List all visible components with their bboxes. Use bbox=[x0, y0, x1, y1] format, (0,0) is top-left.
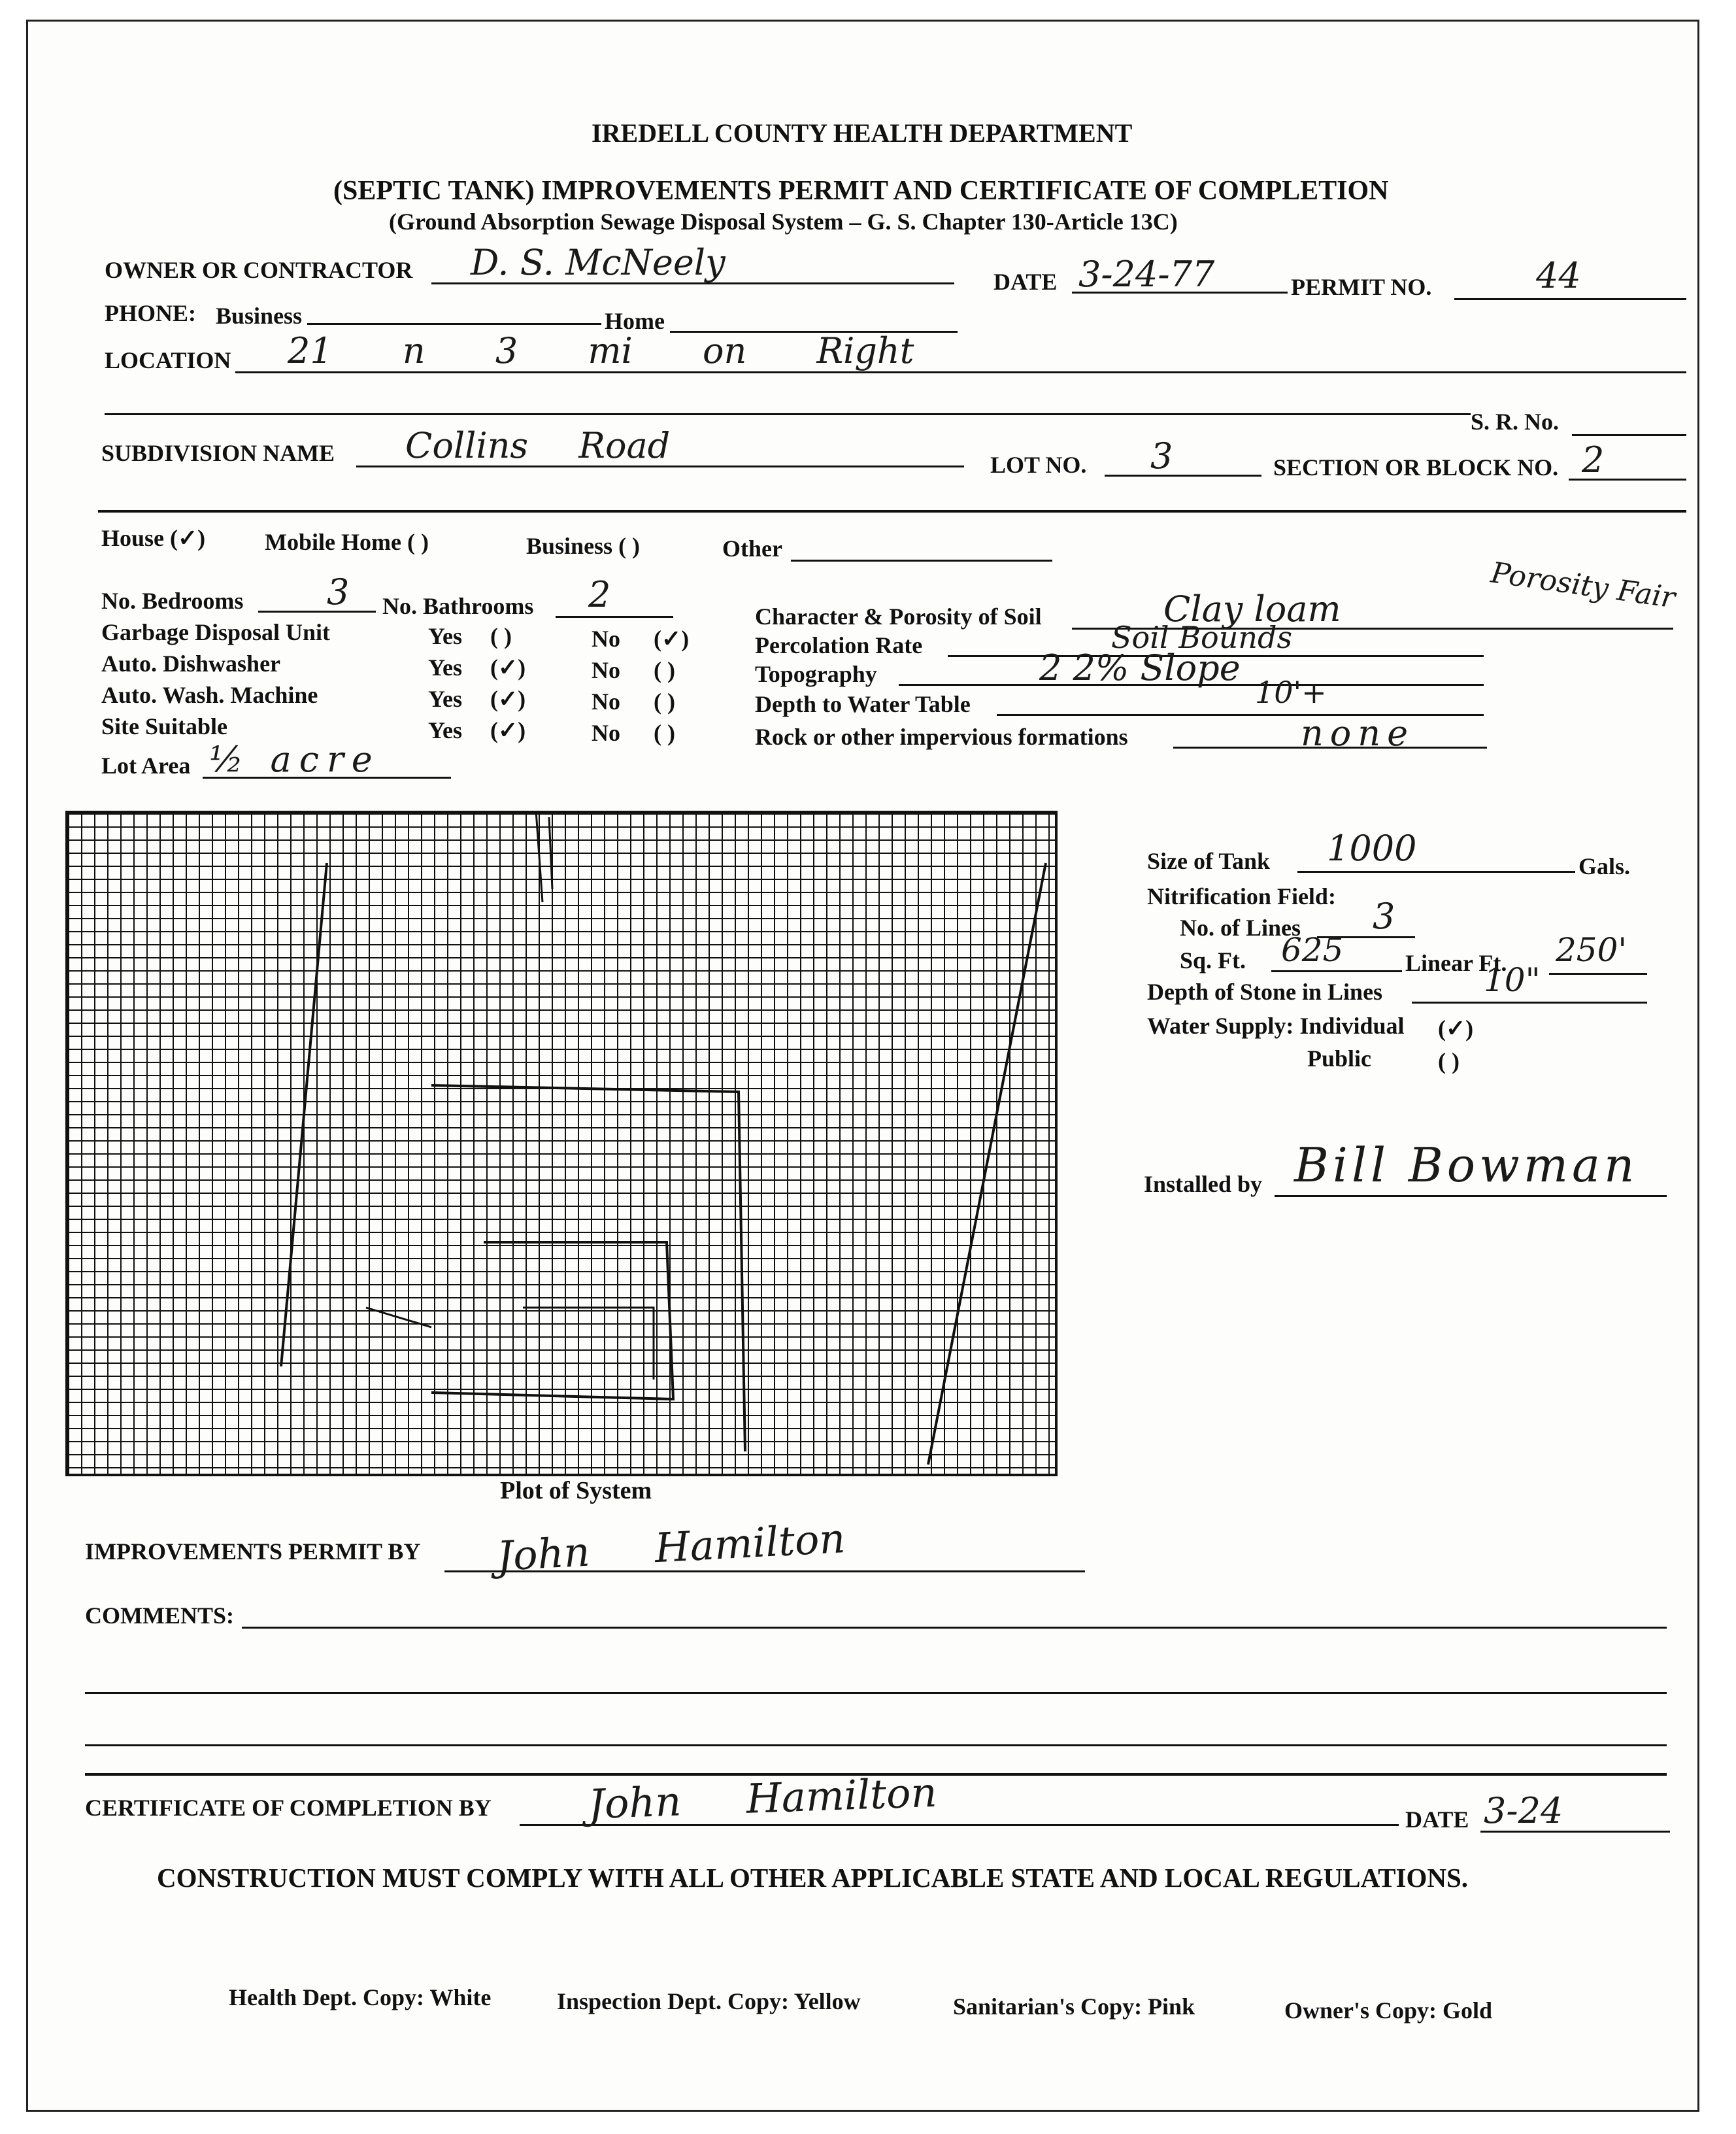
lot-area-value: ½ acre bbox=[209, 739, 380, 780]
copy-inspection: Inspection Dept. Copy: Yellow bbox=[557, 1988, 861, 2014]
rock-value: none bbox=[1301, 713, 1415, 754]
bathrooms-value: 2 bbox=[588, 574, 611, 615]
comments-line-3 bbox=[85, 1744, 1667, 1746]
sr-label: S. R. No. bbox=[1471, 409, 1560, 435]
dishwasher-no: No bbox=[592, 657, 620, 683]
form-subtitle: (Ground Absorption Sewage Disposal System – G. S. Chapter 130-Article 13C) bbox=[389, 209, 1178, 235]
plot-sketch bbox=[65, 811, 1052, 1471]
improvements-signature: John Hamilton bbox=[495, 1514, 846, 1580]
washer-yes-box: (✓) bbox=[490, 686, 526, 712]
subdivision-label: SUBDIVISION NAME bbox=[101, 440, 335, 466]
garbage-no-box: (✓) bbox=[654, 626, 690, 652]
certificate-label: CERTIFICATE OF COMPLETION BY bbox=[85, 1795, 492, 1821]
other-line bbox=[791, 560, 1052, 562]
site-yes: Yes bbox=[428, 717, 462, 743]
type-mobile-home: Mobile Home ( ) bbox=[265, 529, 429, 555]
form-title: (SEPTIC TANK) IMPROVEMENTS PERMIT AND CERTIFICATE OF COMPLETION bbox=[333, 176, 1389, 206]
linear-label: Linear Ft. bbox=[1405, 950, 1507, 976]
porosity-value: Porosity Fair bbox=[1488, 556, 1678, 615]
tank-size-value: 1000 bbox=[1327, 828, 1417, 869]
percolation-label: Percolation Rate bbox=[755, 632, 923, 658]
washer-no: No bbox=[592, 688, 620, 715]
owner-value: D. S. McNeely bbox=[471, 242, 726, 283]
water-public-label: Public bbox=[1307, 1045, 1372, 1072]
sqft-line bbox=[1271, 970, 1402, 972]
date-value: 3-24-77 bbox=[1078, 254, 1215, 295]
dishwasher-label: Auto. Dishwasher bbox=[101, 651, 281, 677]
topography-value: 2 2% Slope bbox=[1039, 647, 1241, 688]
department-name: IREDELL COUNTY HEALTH DEPARTMENT bbox=[592, 118, 1133, 148]
subdivision-value: Collins Road bbox=[405, 425, 671, 466]
location-line bbox=[235, 371, 1686, 373]
permit-value: 44 bbox=[1536, 255, 1581, 296]
lot-area-label: Lot Area bbox=[101, 753, 191, 779]
site-label: Site Suitable bbox=[101, 713, 228, 739]
bathrooms-line bbox=[556, 616, 673, 618]
water-individual-box: (✓) bbox=[1438, 1015, 1474, 1042]
water-supply-label: Water Supply: Individual bbox=[1147, 1013, 1405, 1039]
topography-label: Topography bbox=[755, 661, 877, 687]
stone-line bbox=[1412, 1002, 1647, 1004]
improvements-label: IMPROVEMENTS PERMIT BY bbox=[85, 1538, 421, 1565]
sqft-value: 625 bbox=[1281, 931, 1344, 969]
washer-no-box: ( ) bbox=[654, 688, 675, 715]
phone-business-label: Business bbox=[216, 303, 303, 329]
type-other: Other bbox=[722, 535, 782, 562]
site-no: No bbox=[592, 720, 620, 746]
garbage-label: Garbage Disposal Unit bbox=[101, 619, 331, 645]
sr-line bbox=[1572, 434, 1686, 436]
bedrooms-label: No. Bedrooms bbox=[101, 588, 244, 614]
garbage-no: No bbox=[592, 626, 620, 652]
rock-label: Rock or other impervious formations bbox=[755, 724, 1128, 750]
character-label: Character & Porosity of Soil bbox=[755, 603, 1042, 630]
certificate-signature: John Hamilton bbox=[587, 1768, 938, 1829]
dishwasher-yes: Yes bbox=[428, 654, 462, 681]
lines-value: 3 bbox=[1373, 896, 1395, 937]
stone-label: Depth of Stone in Lines bbox=[1147, 979, 1383, 1005]
tank-size-label: Size of Tank bbox=[1147, 848, 1271, 874]
phone-business-line bbox=[307, 323, 601, 325]
nitrification-label: Nitrification Field: bbox=[1147, 883, 1336, 909]
permit-label: PERMIT NO. bbox=[1291, 274, 1432, 300]
copy-owner: Owner's Copy: Gold bbox=[1284, 1997, 1493, 2024]
certificate-date-label: DATE bbox=[1405, 1806, 1469, 1833]
bedrooms-value: 3 bbox=[327, 571, 350, 613]
plot-label: Plot of System bbox=[500, 1477, 652, 1504]
lines-label: No. of Lines bbox=[1180, 915, 1301, 941]
site-yes-box: (✓) bbox=[490, 717, 526, 743]
location-label: LOCATION bbox=[105, 347, 231, 373]
gals-label: Gals. bbox=[1578, 853, 1631, 879]
separator-rule bbox=[98, 510, 1686, 513]
installed-line bbox=[1275, 1195, 1667, 1197]
bedrooms-line bbox=[258, 611, 376, 613]
installed-signature: Bill Bowman bbox=[1294, 1138, 1639, 1193]
type-house: House (✓) bbox=[101, 525, 206, 551]
character-value: Clay loam bbox=[1163, 588, 1341, 630]
date-label: DATE bbox=[993, 269, 1058, 295]
sqft-label: Sq. Ft. bbox=[1180, 947, 1246, 974]
section-value: 2 bbox=[1582, 439, 1605, 481]
site-no-box: ( ) bbox=[654, 720, 675, 746]
lot-label: LOT NO. bbox=[990, 452, 1087, 478]
water-table-value: 10'+ bbox=[1255, 675, 1327, 710]
tank-size-line bbox=[1297, 871, 1575, 873]
dishwasher-no-box: ( ) bbox=[654, 657, 675, 683]
water-table-label: Depth to Water Table bbox=[755, 691, 971, 717]
certificate-date-value: 3-24 bbox=[1484, 1790, 1563, 1831]
phone-label: PHONE: bbox=[105, 300, 196, 326]
water-public-box: ( ) bbox=[1438, 1048, 1460, 1074]
stone-value: 10" bbox=[1484, 961, 1541, 999]
lot-value: 3 bbox=[1150, 435, 1173, 477]
washer-yes: Yes bbox=[428, 686, 462, 712]
washer-label: Auto. Wash. Machine bbox=[101, 682, 318, 708]
percolation-value: Soil Bounds bbox=[1111, 620, 1293, 655]
linear-value: 250' bbox=[1556, 931, 1628, 969]
garbage-yes: Yes bbox=[428, 623, 462, 649]
dishwasher-yes-box: (✓) bbox=[490, 654, 526, 681]
phone-home-label: Home bbox=[605, 308, 665, 334]
comments-line-1 bbox=[242, 1627, 1667, 1629]
location-line-2 bbox=[105, 413, 1471, 415]
comments-line-2 bbox=[85, 1692, 1667, 1694]
permit-line bbox=[1454, 298, 1686, 300]
copy-health: Health Dept. Copy: White bbox=[229, 1984, 492, 2010]
installed-label: Installed by bbox=[1144, 1171, 1263, 1197]
compliance-notice: CONSTRUCTION MUST COMPLY WITH ALL OTHER APPLICABLE STATE AND LOCAL REGULATIONS. bbox=[157, 1863, 1469, 1893]
linear-line bbox=[1549, 973, 1647, 975]
copy-sanitarian: Sanitarian's Copy: Pink bbox=[953, 1993, 1195, 2020]
section-label: SECTION OR BLOCK NO. bbox=[1273, 454, 1559, 481]
comments-label: COMMENTS: bbox=[85, 1602, 234, 1629]
owner-label: OWNER OR CONTRACTOR bbox=[105, 257, 413, 283]
garbage-yes-box: ( ) bbox=[490, 623, 512, 649]
location-value: 21 n 3 mi on Right bbox=[288, 330, 914, 371]
type-business: Business ( ) bbox=[526, 533, 641, 559]
bathrooms-label: No. Bathrooms bbox=[382, 593, 534, 619]
lot-line bbox=[1105, 475, 1261, 477]
